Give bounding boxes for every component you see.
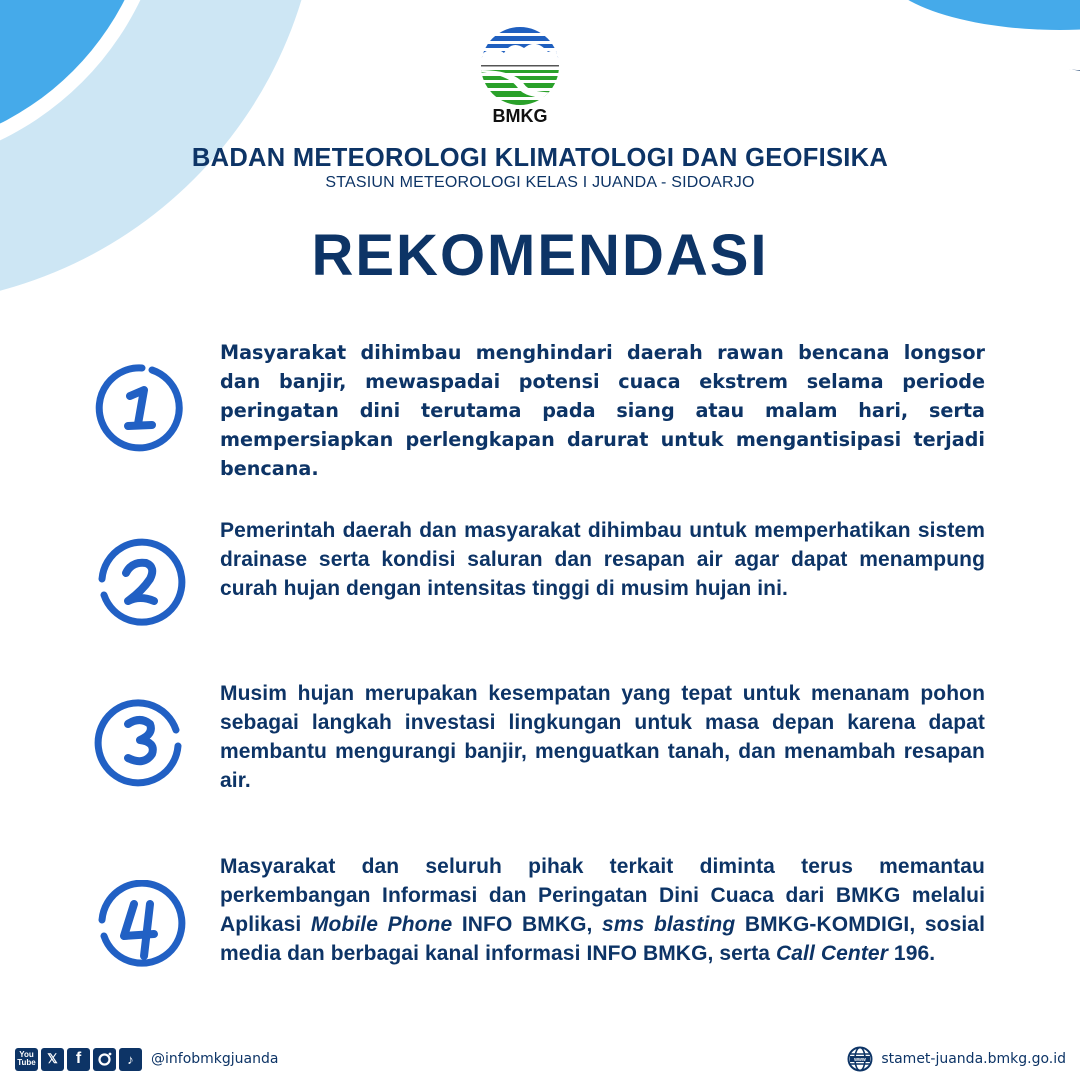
youtube-label-top: You xyxy=(19,1050,34,1059)
x-icon[interactable] xyxy=(41,1048,64,1071)
recommendation-text-4 xyxy=(220,852,985,968)
social-media-bar xyxy=(15,1047,278,1071)
instagram-glyph xyxy=(97,1051,113,1067)
facebook-icon[interactable] xyxy=(67,1048,90,1071)
website-url[interactable]: stamet-juanda.bmkg.go.id xyxy=(881,1051,1066,1067)
number-3-circle-icon xyxy=(94,694,188,788)
recommendation-text-2: Pemerintah daerah dan masyarakat dihimbau untuk memperhatikan sistem drainase serta kondisi saluran dan resapan air agar dapat menampung curah hujan dengan intensitas tinggi di musim hujan ini. xyxy=(220,519,985,600)
recommendation-text-3: Musim hujan merupakan kesempatan yang tepat untuk menanam pohon sebagai langkah investasi lingkungan untuk masa depan karena dapat membantu mengurangi banjir, menguatkan tanah, dan menambah resapan air. xyxy=(220,682,985,792)
tiktok-glyph: ♪ xyxy=(127,1051,134,1067)
rec4-text-part: 196. xyxy=(887,942,936,965)
rec4-italic-call-center: Call Center xyxy=(776,942,888,965)
bmkg-emblem-icon xyxy=(478,26,562,106)
organization-title: BADAN METEOROLOGI KLIMATOLOGI DAN GEOFISIKA xyxy=(191,144,889,172)
page-title: REKOMENDASI xyxy=(311,223,769,288)
number-1-circle-icon xyxy=(94,362,188,456)
rec4-text-part: BMKG-KOMDIGI, sosial media dan berbagai kanal informasi INFO BMKG, serta xyxy=(220,913,985,965)
recommendation-text-1: Masyarakat dihimbau menghindari daerah rawan bencana longsor dan banjir, mewaspadai potensi cuaca ekstrem selama periode peringatan dini terutama pada siang atau malam hari, serta mempersiapkan perlengkapan darurat untuk mengantisipasi terjadi bencana. xyxy=(220,341,985,480)
globe-www-icon xyxy=(847,1046,873,1072)
rec4-text-part: Masyarakat dan seluruh pihak terkait diminta terus memantau perkembangan Informasi dan Peringatan Dini Cuaca dari BMKG melalui Aplikasi xyxy=(220,855,985,936)
organization-subtitle: STASIUN METEOROLOGI KELAS I JUANDA - SIDOARJO xyxy=(325,174,755,191)
social-handle[interactable]: @infobmkgjuanda xyxy=(151,1051,279,1067)
logo-wordmark: BMKG xyxy=(492,106,548,126)
bmkg-logo xyxy=(478,26,562,130)
number-4-circle-icon xyxy=(94,880,188,974)
instagram-icon[interactable] xyxy=(93,1048,116,1071)
rec4-italic-mobile-phone: Mobile Phone xyxy=(310,913,453,936)
svg-text:www: www xyxy=(854,1057,867,1063)
facebook-glyph: f xyxy=(75,1050,82,1067)
tiktok-icon[interactable] xyxy=(119,1048,142,1071)
number-2-circle-icon xyxy=(94,537,188,631)
x-glyph: 𝕏 xyxy=(47,1051,58,1066)
rec4-italic-sms-blasting: sms blasting xyxy=(602,913,736,936)
website-link[interactable] xyxy=(847,1046,1066,1072)
youtube-icon[interactable] xyxy=(15,1048,38,1071)
youtube-label-bottom: Tube xyxy=(17,1058,36,1067)
rec4-text-part: INFO BMKG, xyxy=(452,913,603,936)
